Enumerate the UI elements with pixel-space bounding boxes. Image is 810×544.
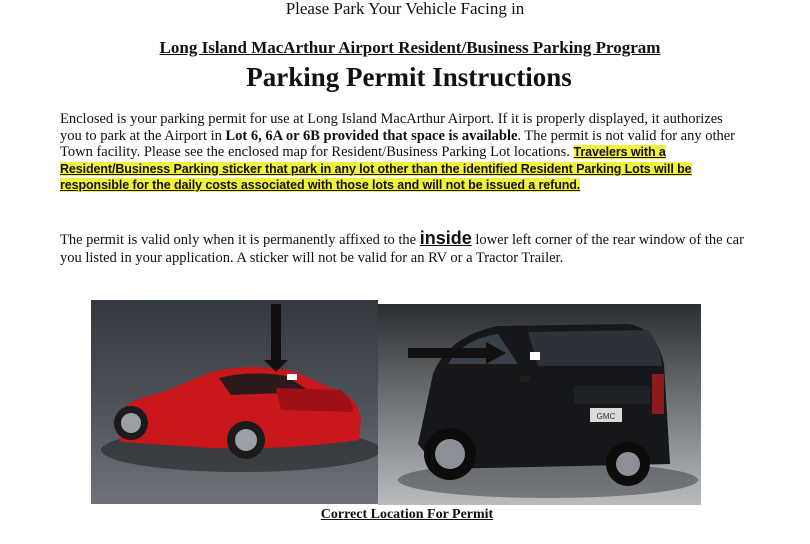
top-line: Please Park Your Vehicle Facing in [285, 0, 525, 18]
inside-emphasis: inside [419, 228, 472, 248]
page-title: Parking Permit Instructions [246, 62, 572, 92]
photo-caption: Correct Location For Permit [320, 507, 494, 522]
sticker-marker [287, 374, 297, 380]
example-photos [91, 300, 701, 505]
suv-photo [378, 304, 701, 505]
para1-text-b: . The permit is not valid for any other Town facility. Please see the enclosed map for Resident/Business Parking Lot locations. [60, 127, 736, 160]
para1-text-a: Enclosed is your parking permit for use at Long Island MacArthur Airport. If it is properly displayed, it authorizes you to park at the Airport in [60, 111, 723, 144]
para2-text-a: The permit is valid only when it is permanently affixed to the [60, 232, 420, 248]
para2-text-b: lower left corner of the rear window of the car you listed in your application. A sticker will not be valid for an RV or a Tractor Trailer. [60, 232, 744, 266]
license-plate: GMC [596, 412, 616, 421]
sticker-marker-suv [530, 352, 540, 360]
sedan-photo [91, 300, 378, 504]
permitted-lots: Lot 6, 6A or 6B provided that space is available [225, 127, 518, 144]
program-title: Long Island MacArthur Airport Resident/Business Parking Program [159, 38, 661, 57]
placement-paragraph [60, 229, 750, 267]
refund-warning-highlight: Travelers with a Resident/Business Parking sticker that park in any lot other than the identified Resident Parking Lots will be responsible for the daily costs associated with those lots and will not be issued a refund. [60, 145, 692, 192]
permit-description-paragraph [60, 111, 740, 194]
